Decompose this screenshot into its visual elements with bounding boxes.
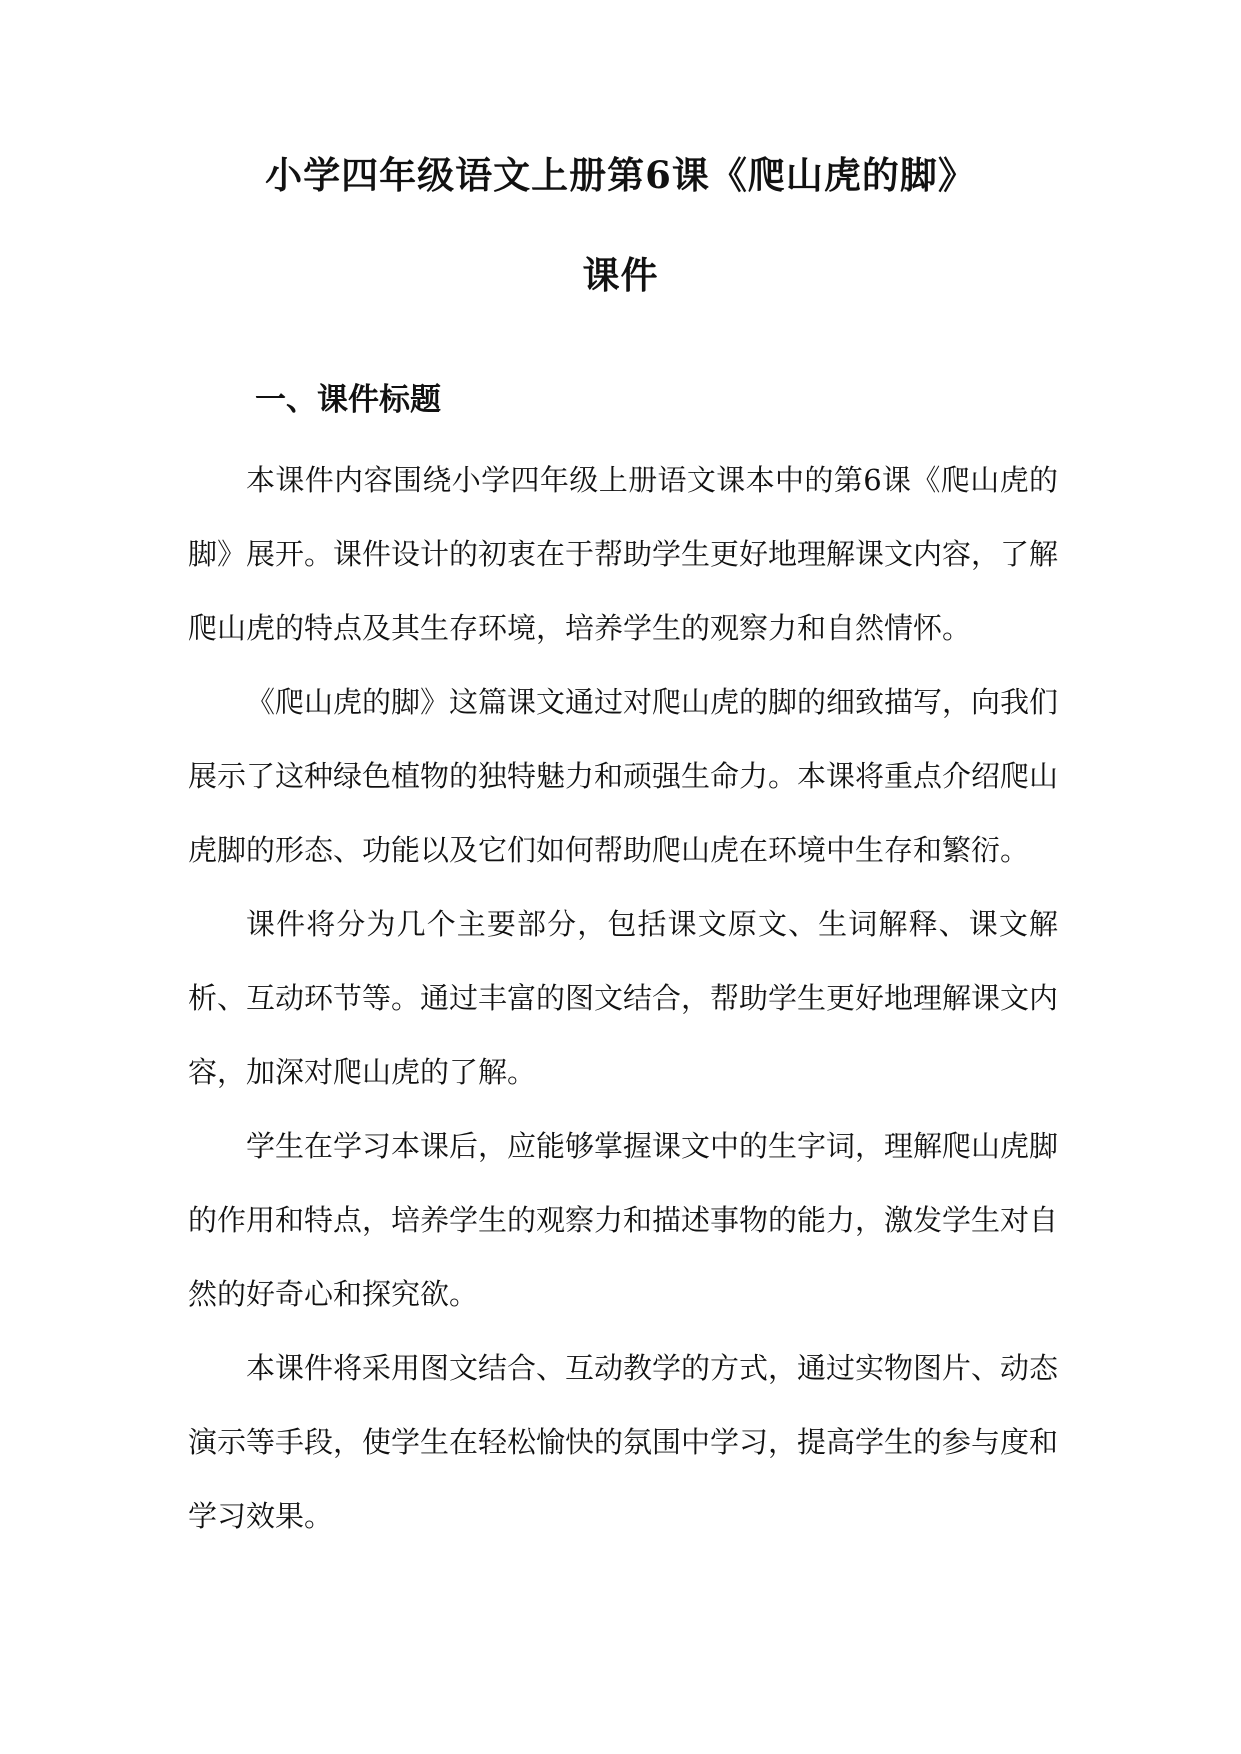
- paragraph-4: 学生在学习本课后，应能够掌握课文中的生字词，理解爬山虎脚的作用和特点，培养学生的观察力和描述事物的能力，激发学生对自然的好奇心和探究欲。: [188, 1129, 1059, 1311]
- paragraph-5: 本课件将采用图文结合、互动教学的方式，通过实物图片、动态演示等手段，使学生在轻松愉快的氛围中学习，提高学生的参与度和学习效果。: [188, 1351, 1059, 1533]
- document-body: [188, 443, 1058, 1553]
- paragraph-1: 本课件内容围绕小学四年级上册语文课本中的第6课《爬山虎的脚》展开。课件设计的初衷在于帮助学生更好地理解课文内容，了解爬山虎的特点及其生存环境，培养学生的观察力和自然情怀。: [188, 463, 1059, 645]
- document-title-line-2: 课件: [582, 253, 659, 297]
- section-heading: 一、课件标题: [255, 382, 441, 418]
- document-title-line-1: 小学四年级语文上册第6课《爬山虎的脚》: [265, 153, 976, 197]
- paragraph-2: 《爬山虎的脚》这篇课文通过对爬山虎的脚的细致描写，向我们展示了这种绿色植物的独特魅力和顽强生命力。本课将重点介绍爬山虎脚的形态、功能以及它们如何帮助爬山虎在环境中生存和繁衍。: [188, 685, 1059, 867]
- paragraph-3: 课件将分为几个主要部分，包括课文原文、生词解释、课文解析、互动环节等。通过丰富的图文结合，帮助学生更好地理解课文内容，加深对爬山虎的了解。: [188, 907, 1059, 1089]
